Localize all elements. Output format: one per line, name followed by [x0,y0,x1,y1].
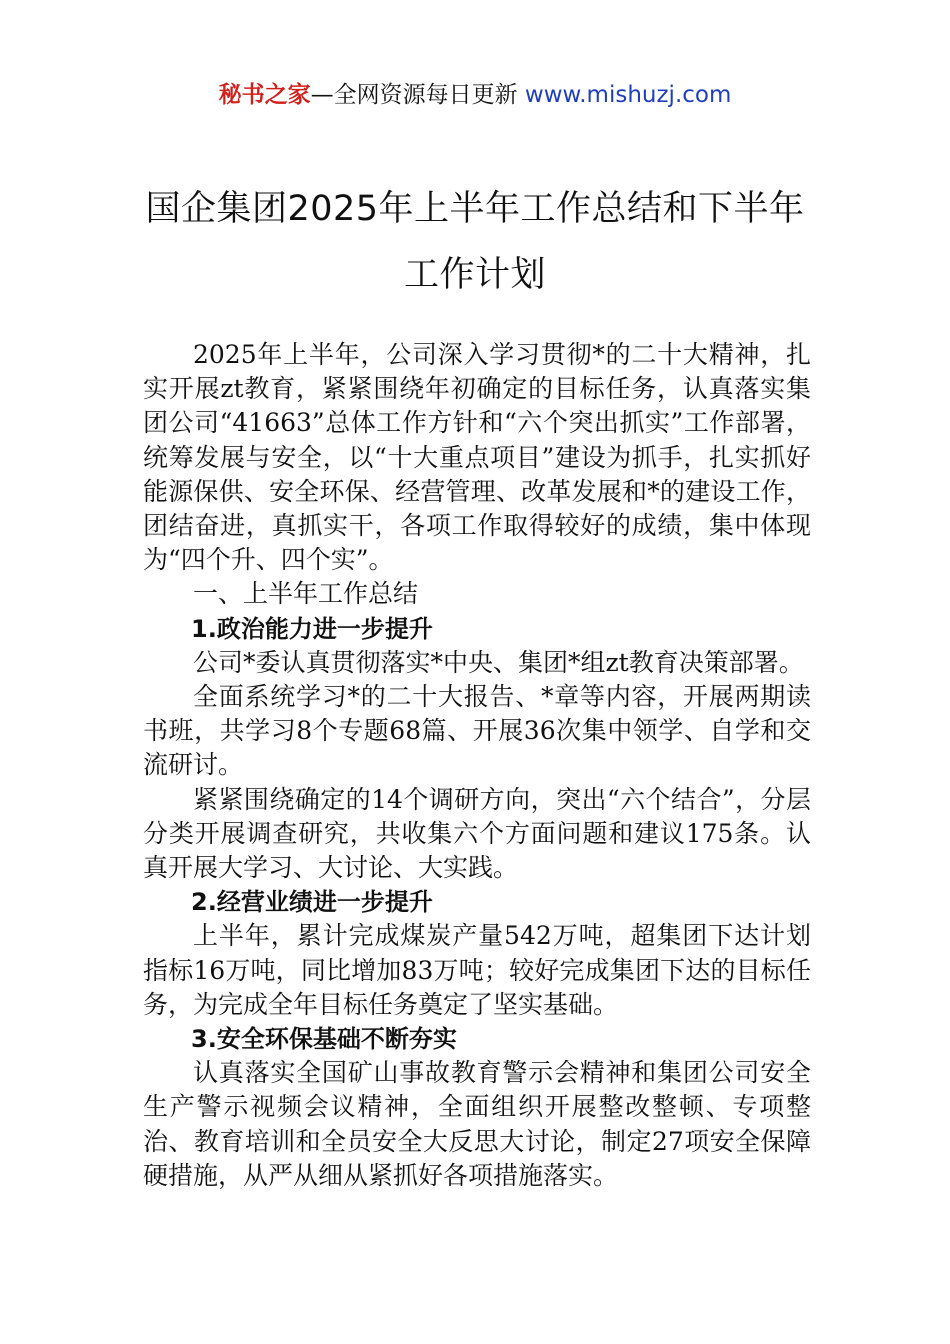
subheading-safety: 3.安全环保基础不断夯实 [191,1025,457,1054]
title-line-2: 工作计划 [403,255,546,295]
intro-paragraph: 2025年上半年，公司深入学习贯彻*的二十大精神，扎实开展zt教育，紧紧围绕年初确定的目标任务，认真落实集团公司“41663”总体工作方针和“六个突出抓实”工作部署，统筹发展与安全，以“十大重点项目”建设为抓手，扎实抓好能源保供、安全环保、经营管理、改革发展和*的建设工作，团结奋进，真抓实干，各项工作取得较好的成绩，集中体现为“四个升、四个实”。 [143,340,811,575]
site-url-link[interactable]: www.mishuzj.com [524,82,732,108]
paragraph-safety-1: 认真落实全国矿山事故教育警示会精神和集团公司安全生产警示视频会议精神，全面组织开展整改整顿、专项整治、教育培训和全员安全大反思大讨论，制定27项安全保障硬措施，从严从细从紧抓好各项措施落实。 [143,1058,811,1190]
paragraph-political-2: 全面系统学习*的二十大报告、*章等内容，开展两期读书班，共学习8个专题68篇、开展36次集中领学、自学和交流研讨。 [143,682,811,780]
site-tagline: —全网资源每日更新 [310,82,525,108]
document-title [140,176,810,308]
paragraph-business-1: 上半年，累计完成煤炭产量542万吨，超集团下达计划指标16万吨，同比增加83万吨；较好完成集团下达的目标任务，为完成全年目标任务奠定了坚实基础。 [143,921,811,1019]
title-line-1: 国企集团2025年上半年工作总结和下半年 [145,189,805,229]
site-header [0,78,950,112]
paragraph-political-3: 紧紧围绕确定的14个调研方向，突出“六个结合”，分层分类开展调查研究，共收集六个方面问题和建议175条。认真开展大学习、大讨论、大实践。 [143,784,812,883]
document-body [143,338,811,1193]
subheading-business: 2.经营业绩进一步提升 [191,888,433,917]
section-heading-summary: 一、上半年工作总结 [193,579,419,609]
site-brand: 秘书之家 [218,82,311,108]
paragraph-political-1: 公司*委认真贯彻落实*中央、集团*组zt教育决策部署。 [193,647,804,677]
subheading-political: 1.政治能力进一步提升 [191,614,433,643]
